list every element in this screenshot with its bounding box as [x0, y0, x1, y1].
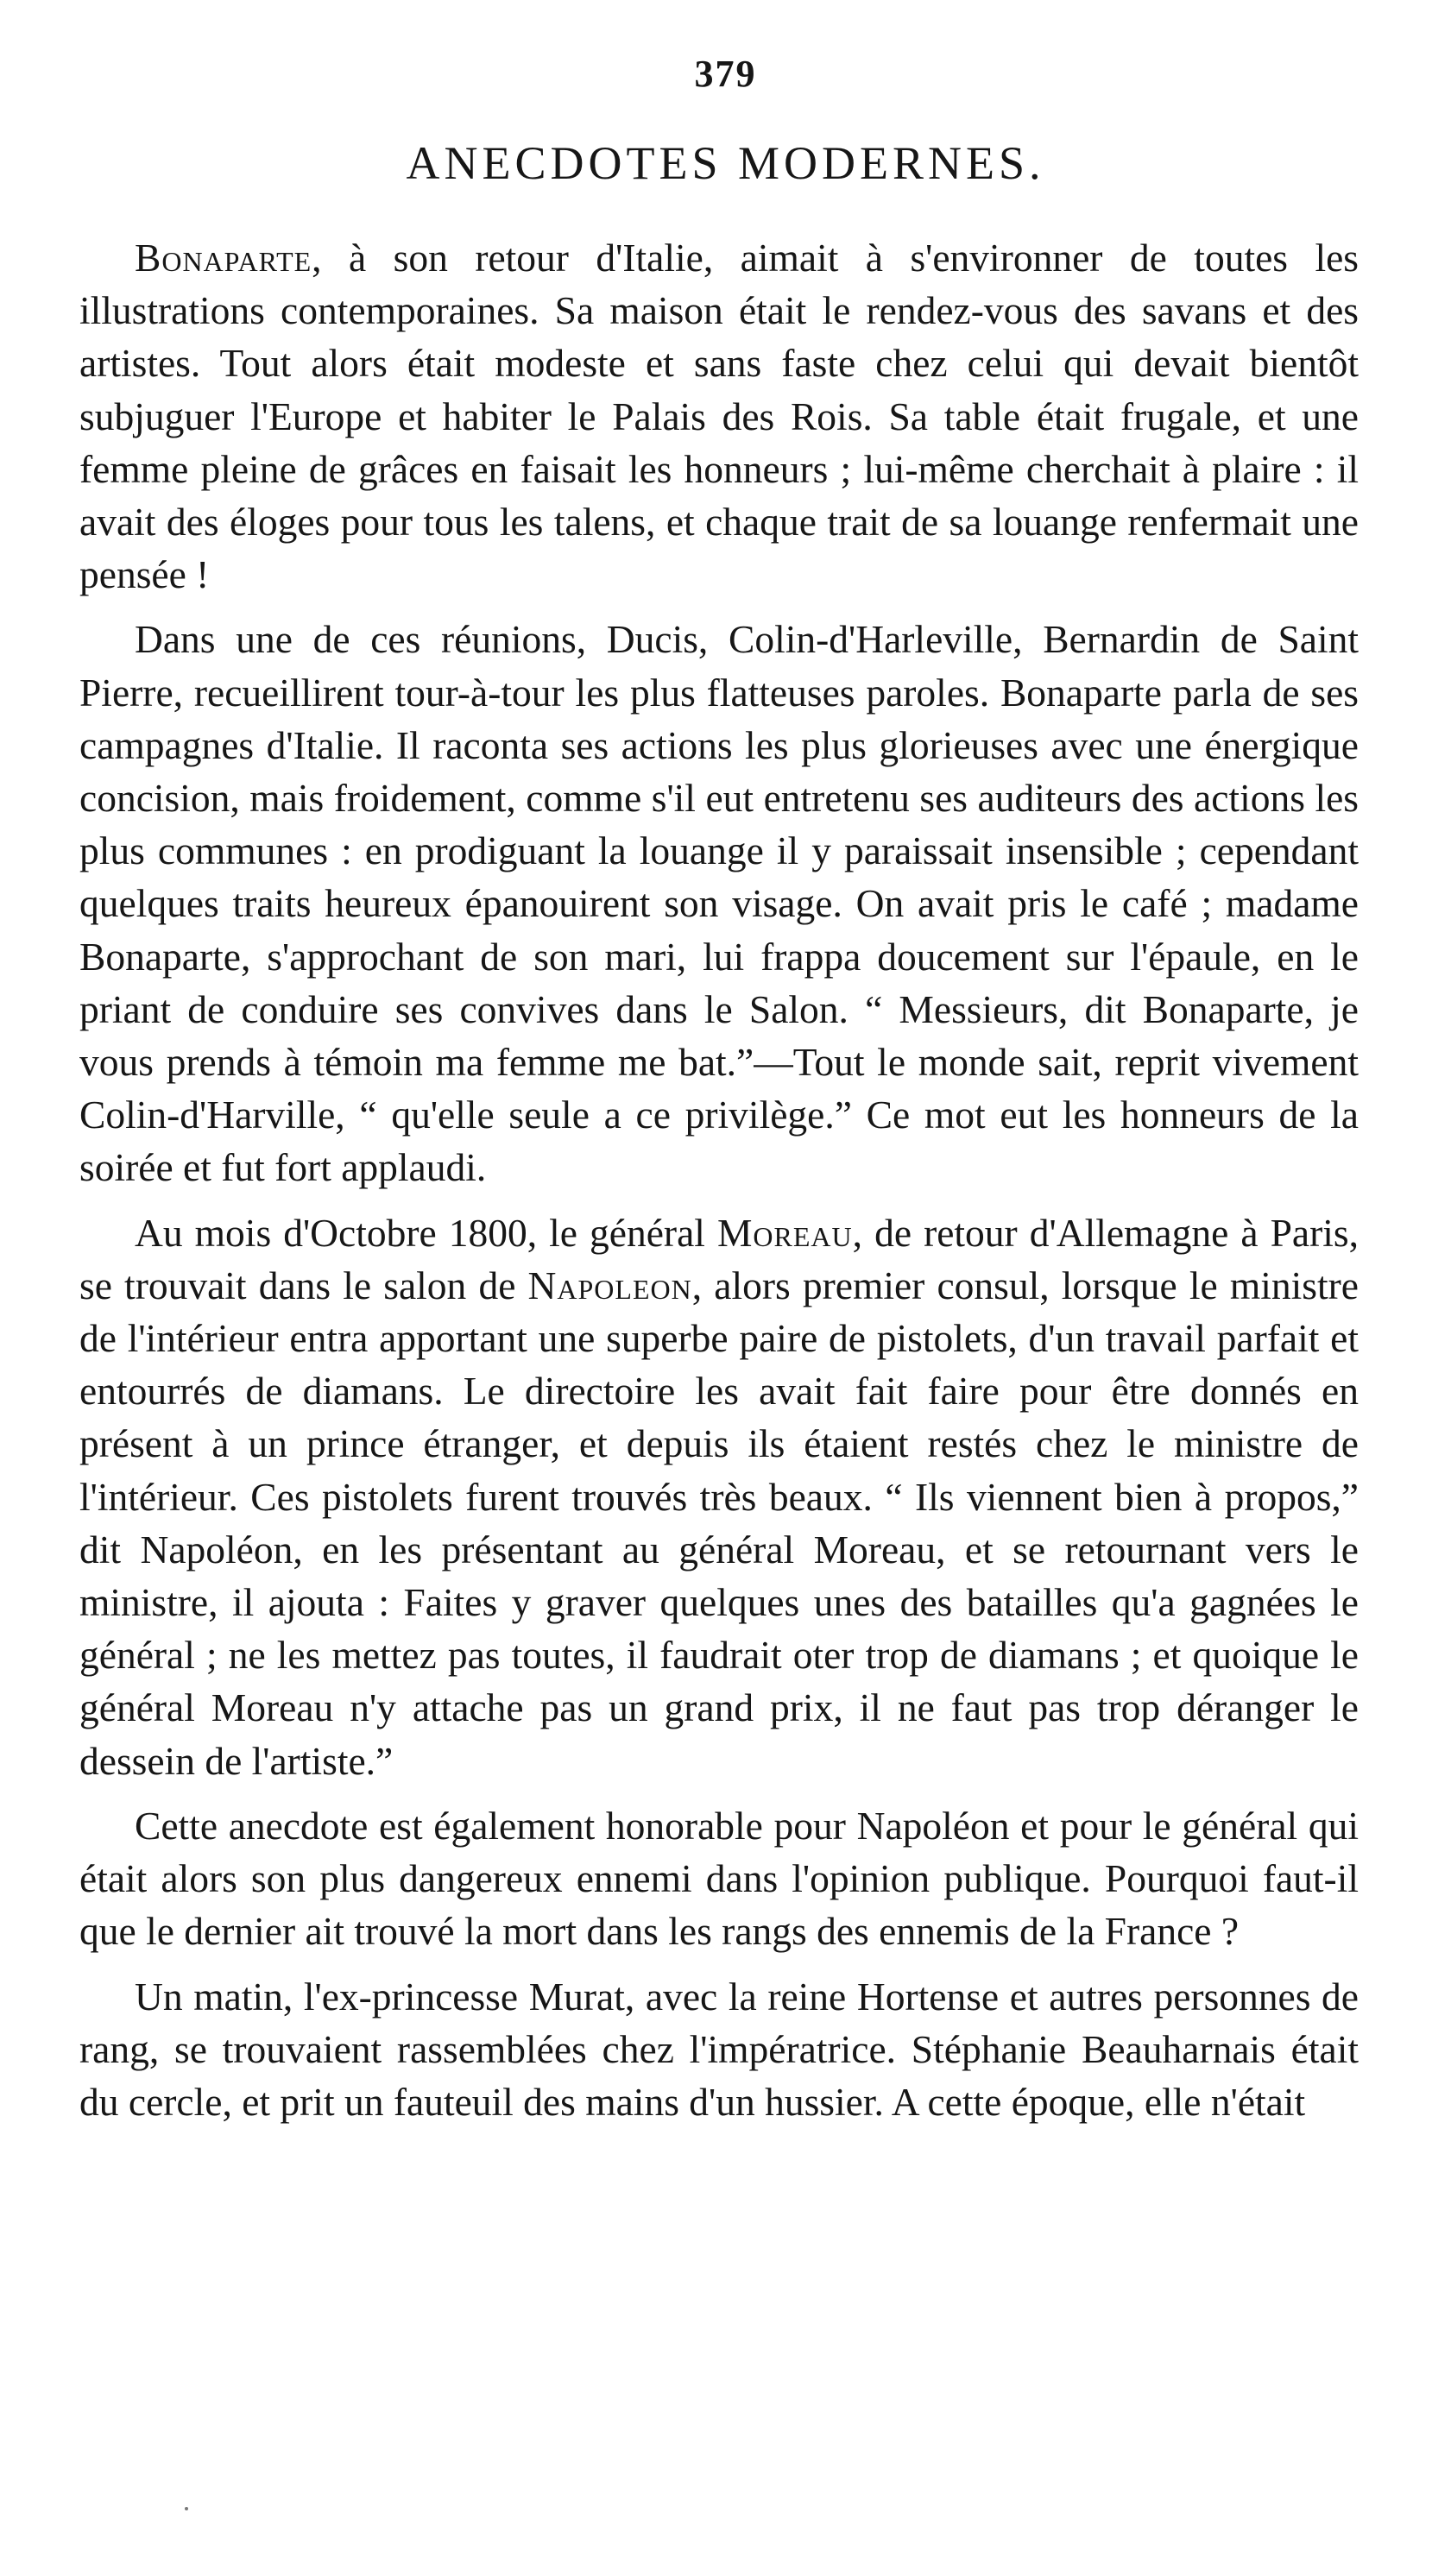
paragraph-text: , alors premier consul, lorsque le ministre de l'intérieur entra apportant une superbe paire de pistolets, d'un travail parfait et entourrés de diamans. Le directoire les avait fait faire pour être donnés en présent à un prince étranger, et depuis ils étaient restés chez le ministre de l'intérieur. Ces pistolets furent trouvés très beaux. “ Ils viennent bien à propos,” dit Napoléon, en les présentant au général Moreau, et se retournant vers le ministre, il ajouta : Faites y graver quelques unes des batailles qu'a gagnées le général ; ne les mettez pas toutes, il faudrait oter trop de diamans ; et quoique le général Moreau n'y attache pas un grand prix, il ne faut pas trop déranger le dessein de l'artiste.” [79, 1263, 1359, 1783]
ink-speck [185, 2507, 188, 2510]
paragraph-bonaparte-return [79, 231, 1359, 601]
body-text [79, 231, 1359, 2128]
paragraph-text: Cette anecdote est également honorable pour Napoléon et pour le général qui était alors son plus dangereux ennemi dans l'opinion publique. Pourquoi faut-il que le dernier ait trouvé la mort dans les rangs des ennemis de la France ? [79, 1803, 1359, 1954]
page-number: 379 [694, 53, 757, 95]
name-moreau: Moreau [716, 1210, 853, 1255]
running-title: ANECDOTES MODERNES. [406, 137, 1045, 189]
paragraph-anecdote-comment [79, 1799, 1359, 1958]
paragraph-text: Dans une de ces réunions, Ducis, Colin-d'Harleville, Bernardin de Saint Pierre, recueillirent tour-à-tour les plus flatteuses paroles. Bonaparte parla de ses campagnes d'Italie. Il raconta ses actions les plus glorieuses avec une énergique concision, mais froidement, comme s'il eut entretenu ses auditeurs des actions les plus communes : en prodiguant la louange il y paraissait insensible ; cependant quelques traits heureux épanouirent son visage. On avait pris le café ; madame Bonaparte, s'approchant de son mari, lui frappa doucement sur l'épaule, en le priant de conduire ses convives dans le Salon. “ Messieurs, dit Bonaparte, je vous prends à témoin ma femme me bat.”—Tout le monde sait, reprit vivement Colin-d'Harville, “ qu'elle seule a ce privilège.” Ce mot eut les honneurs de la soirée et fut fort applaudi. [79, 617, 1359, 1190]
paragraph-text: , de retour d'Allemagne à Paris, se trouvait dans le salon de [79, 1210, 1359, 1307]
name-napoleon: Napoleon [527, 1263, 692, 1307]
paragraph-text: , à son retour d'Italie, aimait à s'environner de toutes les illustrations contemporaines. Sa maison était le rendez-vous des savans et des artistes. Tout alors était modeste et sans faste chez celui qui devait bientôt subjuguer l'Europe et habiter le Palais des Rois. Sa table était frugale, et une femme pleine de grâces en faisait les honneurs ; lui-même cherchait à plaire : il avait des éloges pour tous les talens, et chaque trait de sa louange renfermait une pensée ! [79, 236, 1359, 597]
paragraph-moreau-pistols [79, 1206, 1359, 1787]
paragraph-text: Un matin, l'ex-princesse Murat, avec la reine Hortense et autres personnes de rang, se trouvaient rassemblées chez l'impératrice. Stéphanie Beauharnais était du cercle, et prit un fauteuil des mains d'un hussier. A cette époque, elle n'était [79, 1974, 1359, 2124]
name-bonaparte: Bonaparte [135, 236, 312, 280]
paragraph-text: Au mois d'Octobre 1800, le général [135, 1210, 717, 1255]
paragraph-reunion [79, 613, 1359, 1194]
paragraph-princess-murat [79, 1970, 1359, 2129]
